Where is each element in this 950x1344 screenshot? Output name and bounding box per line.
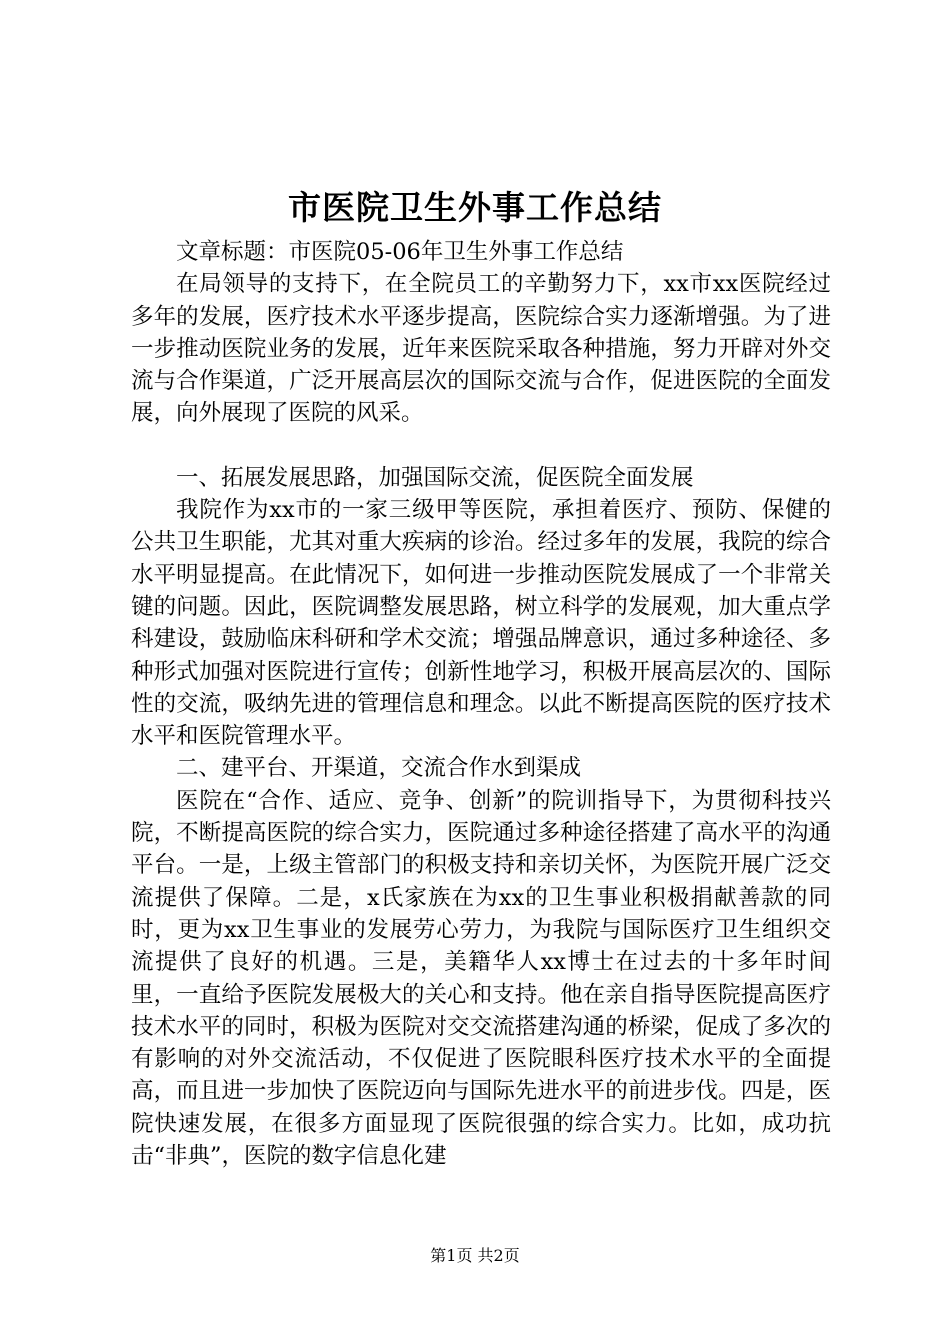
page-number-footer: 第1页 共2页: [430, 1246, 520, 1265]
document-title: 市医院卫生外事工作总结: [288, 188, 662, 227]
section-paragraph-2: 医院在“合作、适应、竞争、创新”的院训指导下，为贯彻科技兴院，不断提高医院的综合实力，医院通过多种途径搭建了高水平的沟通平台。一是，上级主管部门的积极支持和亲切关怀，为医院开展广泛交流提供了保障。二是，x氏家族在为xx的卫生事业积极捐献善款的同时，更为xx卫生事业的发展劳心劳力，为我院与国际医疗卫生组织交流提供了良好的机遇。三是，美籍华人xx博士在过去的十多年时间里，一直给予医院发展极大的关心和支持。他在亲自指导医院提高医疗技术水平的同时，积极为医院对交交流搭建沟通的桥梁，促成了多次的有影响的对外交流活动，不仅促进了医院眼科医疗技术水平的全面提高，而且进一步加快了医院迈向与国际先进水平的前进步伐。四是，医院快速发展，在很多方面显现了医院很强的综合实力。比如，成功抗击“非典”，医院的数字信息化建: [131, 787, 831, 1170]
section-heading-1: 一、拓展发展思路，加强国际交流，促医院全面发展: [176, 464, 694, 491]
intro-paragraph: 在局领导的支持下，在全院员工的辛勤努力下，xx市xx医院经过多年的发展，医疗技术水平逐步提高，医院综合实力逐渐增强。为了进一步推动医院业务的发展，近年来医院采取各种措施，努力开辟对外交流与合作渠道，广泛开展高层次的国际交流与合作，促进医院的全面发展，向外展现了医院的风采。: [131, 271, 831, 427]
section-paragraph-1: 我院作为xx市的一家三级甲等医院，承担着医疗、预防、保健的公共卫生职能，尤其对重大疾病的诊治。经过多年的发展，我院的综合水平明显提高。在此情况下，如何进一步推动医院发展成了一个非常关键的问题。因此，医院调整发展思路，树立科学的发展观，加大重点学科建设，鼓励临床科研和学术交流；增强品牌意识，通过多种途径、多种形式加强对医院进行宣传；创新性地学习，积极开展高层次的、国际性的交流，吸纳先进的管理信息和理念。以此不断提高医院的医疗技术水平和医院管理水平。: [131, 497, 831, 750]
section-heading-2: 二、建平台、开渠道，交流合作水到渠成: [176, 755, 582, 782]
article-title-line: 文章标题：市医院05-06年卫生外事工作总结: [176, 239, 624, 265]
document-body: [131, 236, 831, 1172]
